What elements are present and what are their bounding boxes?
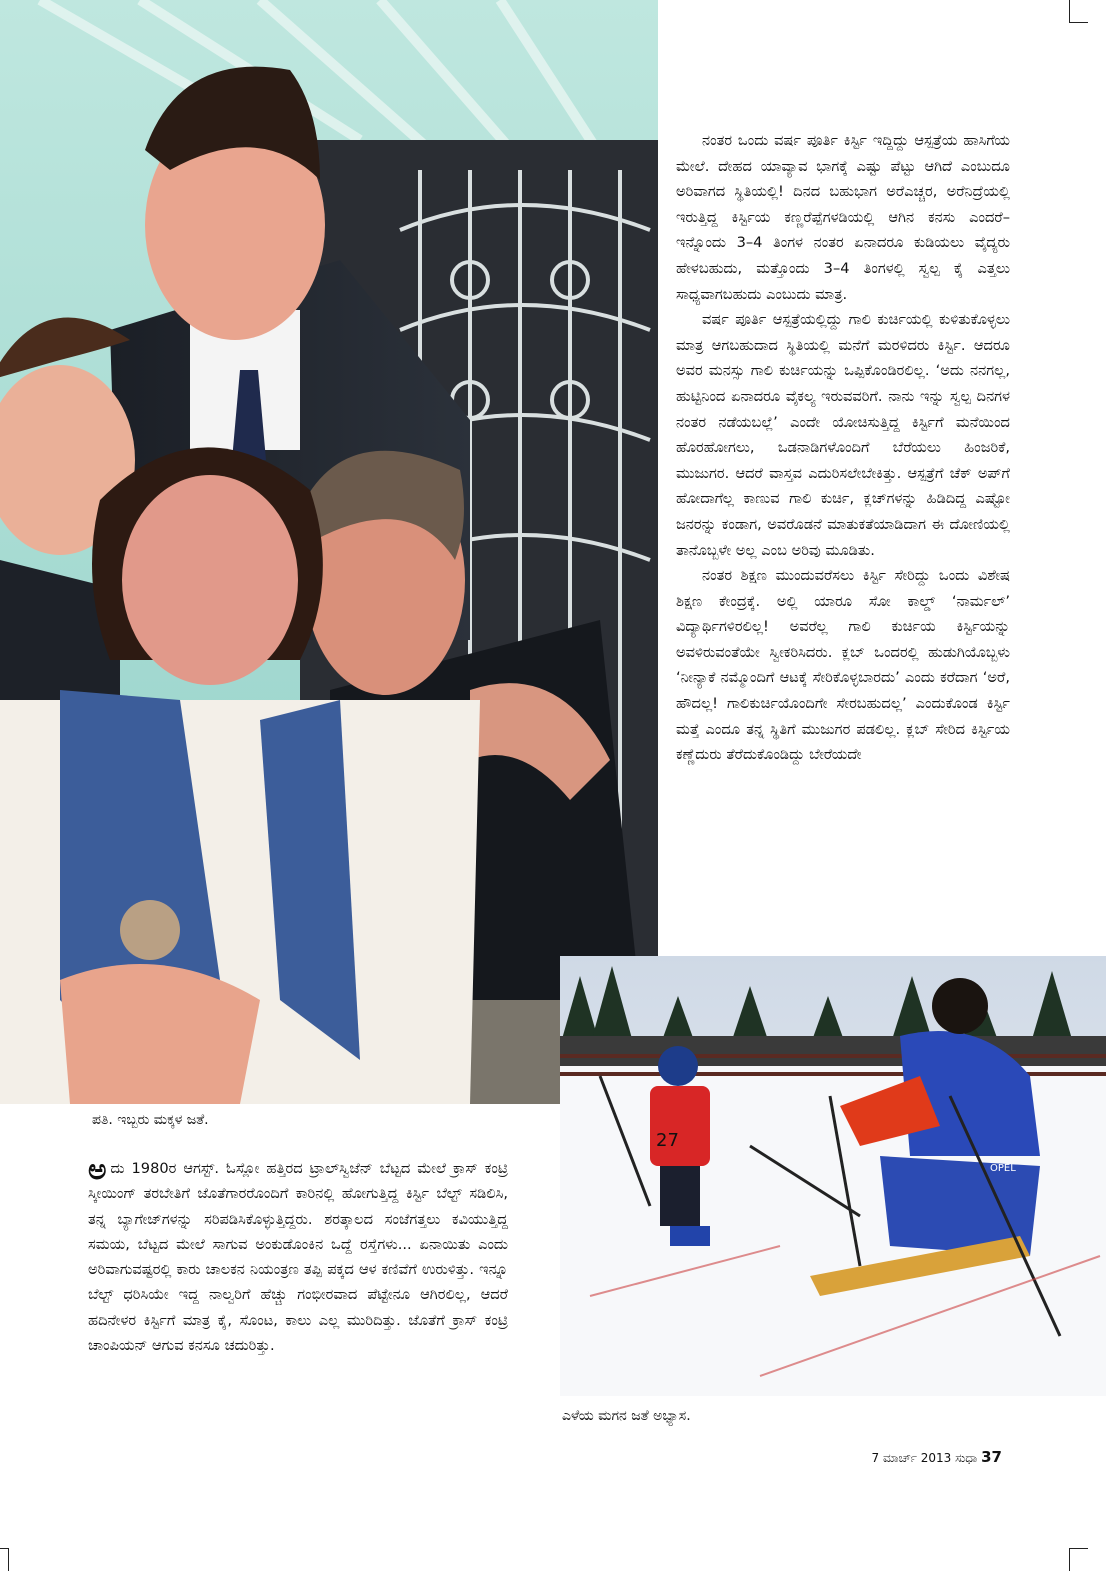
page-footer xyxy=(872,1448,1002,1466)
left-text-column xyxy=(88,1153,508,1358)
paragraph: ನಂತರ ಶಿಕ್ಷಣ ಮುಂದುವರೆಸಲು ಕಿರ್ಸ್ಟಿ ಸೇರಿದ್ದು ಒಂದು ವಿಶೇಷ ಶಿಕ್ಷಣ ಕೇಂದ್ರಕ್ಕೆ. ಅಲ್ಲಿ ಯಾರೂ ಸೋ ಕಾಲ್ಡ್ ‘ನಾರ್ಮಲ್’ ವಿದ್ಯಾರ್ಥಿಗಳಿರಲಿಲ್ಲ! ಅವರೆಲ್ಲ ಗಾಲಿ ಕುರ್ಚಿಯ ಕಿರ್ಸ್ಟಿಯನ್ನು ಅವಳಿರುವಂತೆಯೇ ಸ್ವೀಕರಿಸಿದರು. ಕ್ಲಬ್ ಒಂದರಲ್ಲಿ ಹುಡುಗಿಯೊಬ್ಬಳು ‘ನೀನ್ಯಾಕೆ ನಮ್ಮೊಂದಿಗೆ ಆಟಕ್ಕೆ ಸೇರಿಕೊಳ್ಳಬಾರದು’ ಎಂದು ಕರೆದಾಗ ‘ಅರೆ, ಹೌದಲ್ಲ! ಗಾಲಿಕುರ್ಚಿಯೊಂದಿಗೇ ಸೇರಬಹುದಲ್ಲ’ ಎಂದುಕೊಂಡ ಕಿರ್ಸ್ಟಿ ಮತ್ತೆ ಎಂದೂ ತನ್ನ ಸ್ಥಿತಿಗೆ ಮುಜುಗರ ಪಡಲಿಲ್ಲ. ಕ್ಲಬ್ ಸೇರಿದ ಕಿರ್ಸ್ಟಿಯ ಕಣ್ಣೆದುರು ತೆರೆದುಕೊಂಡಿದ್ದು ಬೇರೆಯದೇ xyxy=(676,567,1010,764)
page-number: 37 xyxy=(981,1448,1002,1466)
crop-mark-bottom-right xyxy=(1069,1548,1088,1571)
sponsor-label: OPEL xyxy=(990,1163,1016,1174)
crop-mark-bottom-left xyxy=(0,1548,9,1571)
bib-number: 27 xyxy=(656,1130,679,1151)
ski-photo xyxy=(560,956,1106,1396)
drop-cap: ಅ xyxy=(88,1153,107,1186)
opening-paragraph xyxy=(88,1153,508,1358)
footer-date-publication: 7 ಮಾರ್ಚ್ 2013 ಸುಧಾ xyxy=(871,1451,978,1465)
family-photo xyxy=(0,0,658,1104)
right-text-column xyxy=(676,128,1010,768)
paragraph-text: ದು 1980ರ ಆಗಸ್ಟ್. ಓಸ್ಲೋ ಹತ್ತಿರದ ಟ್ರಾಲ್‌ಸ್ವಿಜೆನ್ ಬೆಟ್ಟದ ಮೇಲೆ ಕ್ರಾಸ್ ಕಂಟ್ರಿ ಸ್ಕೀಯಿಂಗ್ ತರಬೇತಿಗೆ ಜೊತೆಗಾರರೊಂದಿಗೆ ಕಾರಿನಲ್ಲಿ ಹೋಗುತ್ತಿದ್ದ ಕಿರ್ಸ್ಟಿ ಬೆಲ್ಟ್ ಸಡಿಲಿಸಿ, ತನ್ನ ಬ್ಯಾಗೇಜ್‌ಗಳನ್ನು ಸರಿಪಡಿಸಿಕೊಳ್ಳುತ್ತಿದ್ದರು. ಶರತ್ಕಾಲದ ಸಂಜೆಗತ್ತಲು ಕವಿಯುತ್ತಿದ್ದ ಸಮಯ, ಬೆಟ್ಟದ ಮೇಲೆ ಸಾಗುವ ಅಂಕುಡೊಂಕಿನ ಒದ್ದೆ ರಸ್ತೆಗಳು... ಏನಾಯಿತು ಎಂದು ಅರಿವಾಗುವಷ್ಟರಲ್ಲಿ ಕಾರು ಚಾಲಕನ ನಿಯಂತ್ರಣ ತಪ್ಪಿ ಪಕ್ಕದ ಆಳ ಕಣಿವೆಗೆ ಉರುಳಿತ್ತು. ಇನ್ನೂ ಬೆಲ್ಟ್ ಧರಿಸಿಯೇ ಇದ್ದ ನಾಲ್ವರಿಗೆ ಹೆಚ್ಚು ಗಂಭೀರವಾದ ಪೆಟ್ಟೇನೂ ಆಗಿರಲಿಲ್ಲ, ಆದರೆ ಹದಿನೇಳರ ಕಿರ್ಸ್ಟಿಗೆ ಮಾತ್ರ ಕೈ, ಸೊಂಟ, ಕಾಲು ಎಲ್ಲ ಮುರಿದಿತ್ತು. ಜೊತೆಗೆ ಕ್ರಾಸ್ ಕಂಟ್ರಿ ಚಾಂಪಿಯನ್ ಆಗುವ ಕನಸೂ ಚದುರಿತ್ತು. xyxy=(88,1160,508,1355)
ski-photo-caption: ಎಳೆಯ ಮಗನ ಜತೆ ಅಭ್ಯಾಸ. xyxy=(562,1408,691,1424)
family-photo-caption: ಪತಿ. ಇಬ್ಬರು ಮಕ್ಕಳ ಜತೆ. xyxy=(92,1112,209,1128)
paragraph: ನಂತರ ಒಂದು ವರ್ಷ ಪೂರ್ತಿ ಕಿರ್ಸ್ಟಿ ಇದ್ದಿದ್ದು ಆಸ್ಪತ್ರೆಯ ಹಾಸಿಗೆಯ ಮೇಲೆ. ದೇಹದ ಯಾವ್ಯಾವ ಭಾಗಕ್ಕೆ ಎಷ್ಟು ಪೆಟ್ಟು ಆಗಿದೆ ಎಂಬುದೂ ಅರಿವಾಗದ ಸ್ಥಿತಿಯಲ್ಲಿ! ದಿನದ ಬಹುಭಾಗ ಅರೆಎಚ್ಚರ, ಅರೆನಿದ್ರೆಯಲ್ಲಿ ಇರುತ್ತಿದ್ದ ಕಿರ್ಸ್ಟಿಯ ಕಣ್ಣರೆಪ್ಪೆಗಳಡಿಯಲ್ಲಿ ಆಗಿನ ಕನಸು ಎಂದರೆ– ಇನ್ನೊಂದು 3–4 ತಿಂಗಳ ನಂತರ ಏನಾದರೂ ಕುಡಿಯಲು ವೈದ್ಯರು ಹೇಳಬಹುದು, ಮತ್ತೊಂದು 3–4 ತಿಂಗಳಲ್ಲಿ ಸ್ವಲ್ಪ ಕೈ ಎತ್ತಲು ಸಾಧ್ಯವಾಗಬಹುದು ಎಂಬುದು ಮಾತ್ರ. xyxy=(676,132,1010,303)
paragraph: ವರ್ಷ ಪೂರ್ತಿ ಆಸ್ಪತ್ರೆಯಲ್ಲಿದ್ದು ಗಾಲಿ ಕುರ್ಚಿಯಲ್ಲಿ ಕುಳಿತುಕೊಳ್ಳಲು ಮಾತ್ರ ಆಗಬಹುದಾದ ಸ್ಥಿತಿಯಲ್ಲಿ ಮನೆಗೆ ಮರಳಿದರು ಕಿರ್ಸ್ಟಿ. ಆದರೂ ಅವರ ಮನಸ್ಸು ಗಾಲಿ ಕುರ್ಚಿಯನ್ನು ಒಪ್ಪಿಕೊಂಡಿರಲಿಲ್ಲ. ‘ಅದು ನನಗಲ್ಲ, ಹುಟ್ಟಿನಿಂದ ಏನಾದರೂ ವೈಕಲ್ಯ ಇರುವವರಿಗೆ. ನಾನು ಇನ್ನು ಸ್ವಲ್ಪ ದಿನಗಳ ನಂತರ ನಡೆಯಬಲ್ಲೆ’ ಎಂದೇ ಯೋಚಿಸುತ್ತಿದ್ದ ಕಿರ್ಸ್ಟಿಗೆ ಮನೆಯಿಂದ ಹೊರಹೋಗಲು, ಒಡನಾಡಿಗಳೊಂದಿಗೆ ಬೆರೆಯಲು ಹಿಂಜರಿಕೆ, ಮುಜುಗರ. ಆದರೆ ವಾಸ್ತವ ಎದುರಿಸಲೇಬೇಕಿತ್ತು. ಆಸ್ಪತ್ರೆಗೆ ಚೆಕ್ ಅಪ್‌ಗೆ ಹೋದಾಗೆಲ್ಲ ಕಾಣುವ ಗಾಲಿ ಕುರ್ಚಿ, ಕ್ಲಚ್‌ಗಳನ್ನು ಹಿಡಿದಿದ್ದ ಎಷ್ಟೋ ಜನರನ್ನು ಕಂಡಾಗ, ಅವರೊಡನೆ ಮಾತುಕತೆಯಾಡಿದಾಗ ಈ ದೋಣಿಯಲ್ಲಿ ತಾನೊಬ್ಬಳೇ ಅಲ್ಲ ಎಂಬ ಅರಿವು ಮೂಡಿತು. xyxy=(676,311,1010,559)
crop-mark-top-right xyxy=(1069,0,1088,23)
